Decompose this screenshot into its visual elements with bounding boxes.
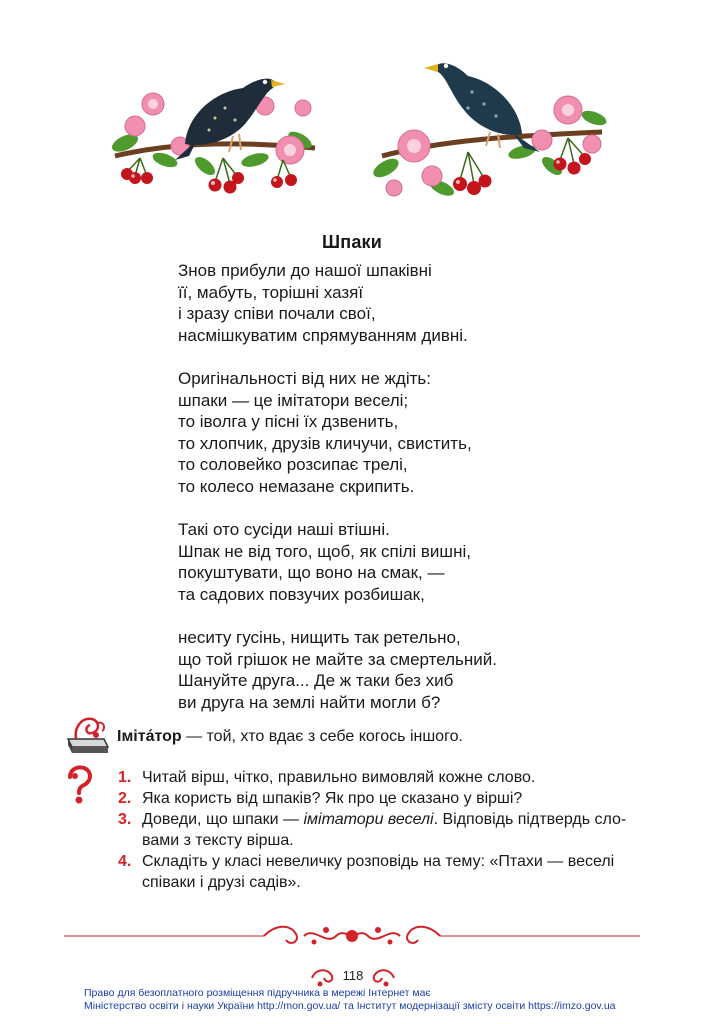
question-text <box>142 809 648 851</box>
poem-line: то хлопчик, друзів кличучи, свистить, <box>178 433 472 453</box>
question-number: 1. <box>118 769 132 786</box>
question-number: 2. <box>118 790 132 807</box>
poem-line: то іволга у пісні їх дзвенить, <box>178 412 399 431</box>
poem-line: то соловейко розсипає трелі, <box>178 455 408 474</box>
question-item <box>118 788 648 809</box>
glossary-definition: — той, хто вдає з себе когось іншого. <box>181 728 463 745</box>
poem-line: і зразу співи почали свої, <box>178 304 376 323</box>
poem-line: Знов прибули до нашої шпаківні <box>178 261 432 280</box>
question-text <box>142 767 648 788</box>
question-number: 3. <box>118 811 132 828</box>
poem-stanza <box>178 368 608 497</box>
question-text-segment: Доведи, що шпаки — <box>142 811 304 828</box>
poem-line: покуштувати, що воно на смак, — <box>178 563 445 582</box>
question-text-segment: Яка користь від шпаків? Як про це сказано у вірші? <box>142 790 523 807</box>
poem-line: Шануйте друга... Де ж таки без хиб <box>178 671 454 690</box>
starling-right-illustration <box>372 48 612 208</box>
poem-line: ви друга на землі найти могли б? <box>178 692 441 712</box>
page-number: 118 <box>342 968 364 983</box>
question-mark-ornament-icon <box>64 765 94 805</box>
poem-stanza <box>178 260 608 346</box>
footer-license-line-2: Міністерство освіти і науки України http://mon.gov.ua/ та Інститут модернізації змісту освіти https://imzo.gov.ua <box>84 1000 616 1012</box>
poem-line: Оригінальності від них не ждіть: <box>178 369 431 388</box>
poem-line: її, мабуть, торішні хазяї <box>178 282 364 302</box>
poem-line: Такі ото сусіди наші втішні. <box>178 520 390 539</box>
glossary-text <box>117 728 463 746</box>
poem-line: неситу гусінь, нищить так ретельно, <box>178 628 461 647</box>
poem-title: Шпаки <box>321 232 383 252</box>
poem-line: насмішкуватим спрямуванням дивні. <box>178 325 468 345</box>
poem-line: та садових повзучих розбишак, <box>178 584 425 604</box>
question-text-segment: співаки і друзі садів». <box>142 874 301 891</box>
poem-line: шпаки — це імітатори веселі; <box>178 390 409 410</box>
question-text <box>142 788 648 809</box>
poem-stanza <box>178 519 608 605</box>
question-item <box>118 809 648 851</box>
glossary-note <box>64 713 664 757</box>
question-item <box>118 851 648 893</box>
question-text-segment: вами з тексту вірша. <box>142 832 294 849</box>
question-text <box>142 851 648 893</box>
question-text-segment: Складіть у класі невеличку розповідь на тему: «Птахи — веселі <box>142 853 615 870</box>
poem-stanza <box>178 627 608 713</box>
poem-line: Шпак не від того, щоб, як спілі вишні, <box>178 541 471 561</box>
question-number: 4. <box>118 853 132 870</box>
question-emphasis: імітатори веселі <box>303 811 434 828</box>
poem-line: що той грішок не майте за смертельний. <box>178 649 497 669</box>
question-text-segment: . Відповідь підтвердь сло- <box>433 811 627 828</box>
question-text-segment: Читай вірш, чітко, правильно вимовляй кожне слово. <box>142 769 536 786</box>
decorative-divider-ornament <box>64 920 640 952</box>
glossary-term: Іміта́тор <box>117 728 182 745</box>
questions-list <box>118 767 648 893</box>
poem-body <box>178 260 608 735</box>
starling-left-illustration <box>105 48 330 200</box>
footer-license-line-1: Право для безоплатного розміщення підручника в мережі Інтернет має <box>84 987 431 999</box>
question-item <box>118 767 648 788</box>
poem-line: то колесо немазане скрипить. <box>178 476 415 496</box>
book-with-ornament-icon <box>64 713 112 757</box>
